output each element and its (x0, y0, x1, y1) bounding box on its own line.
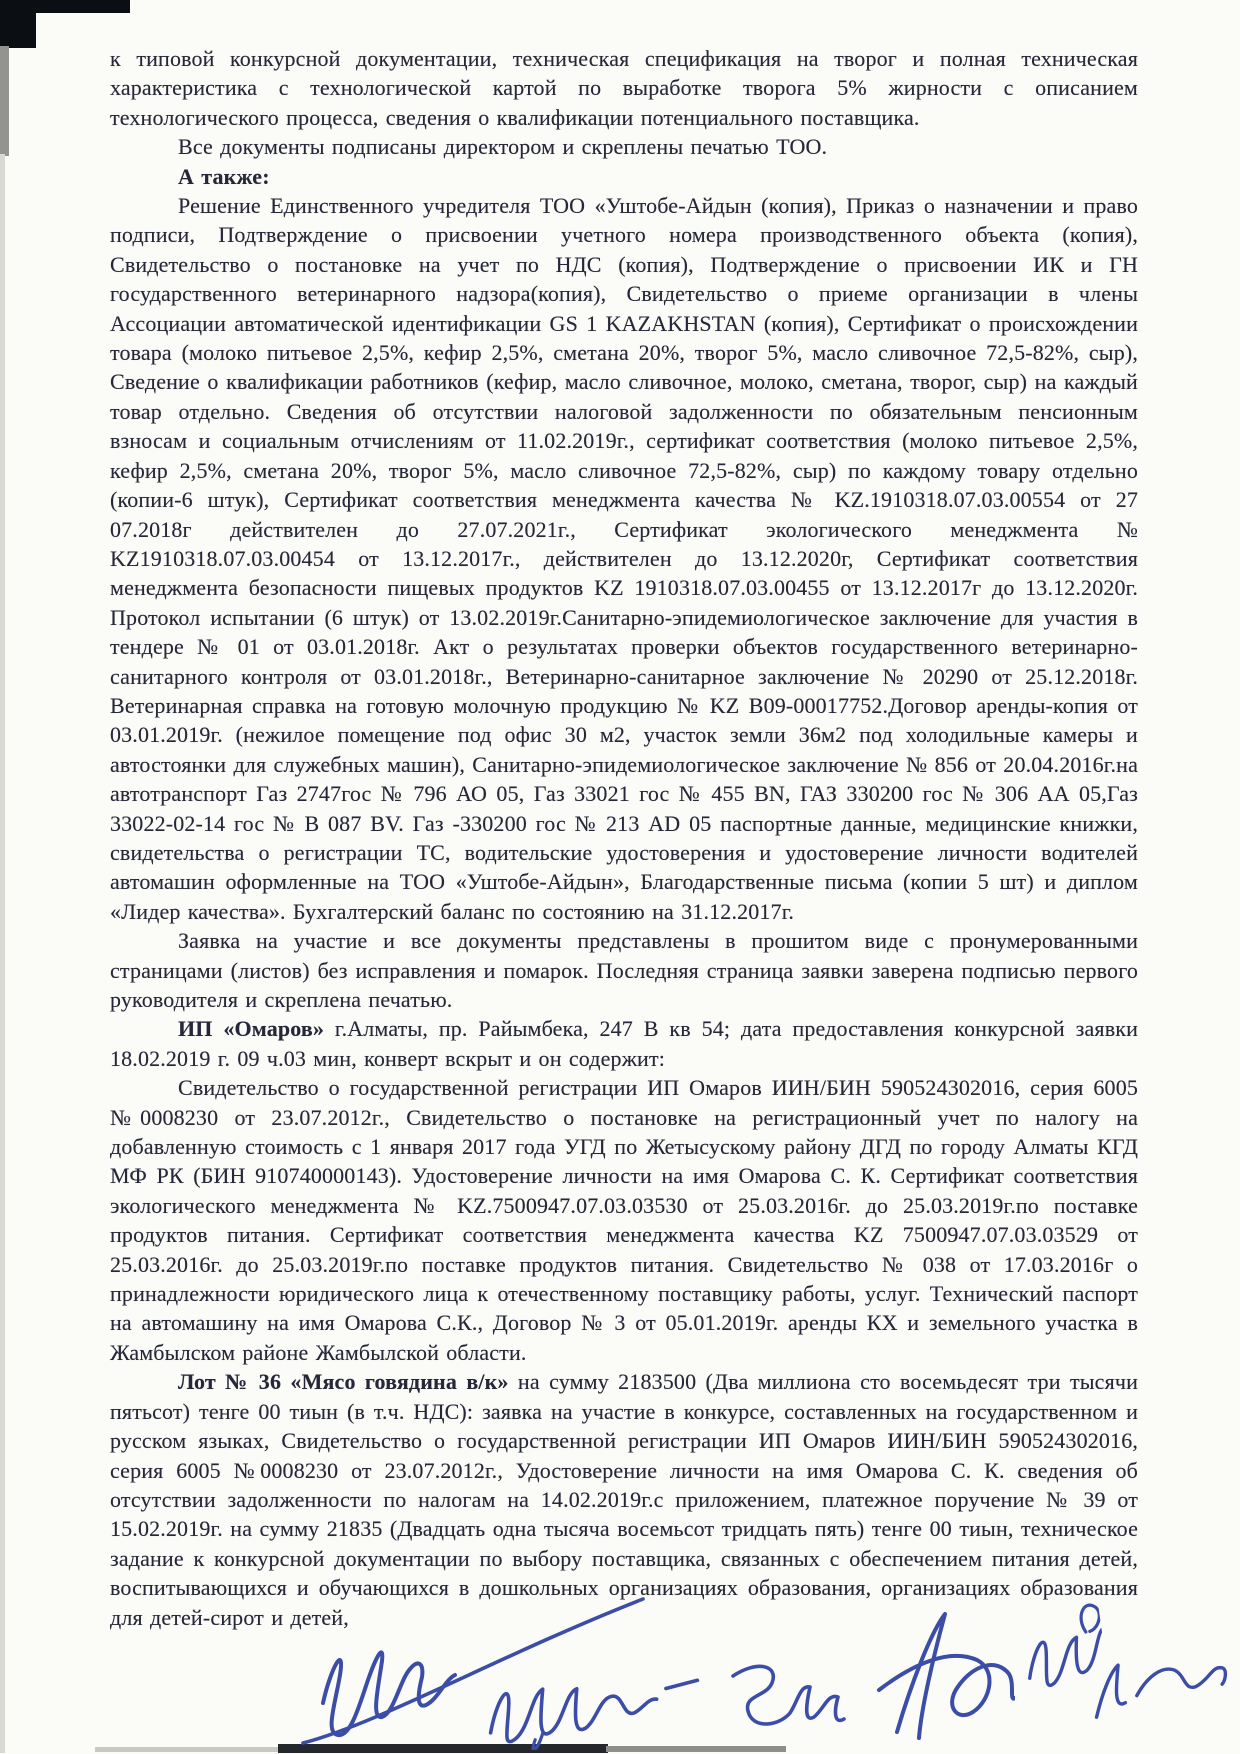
paragraph-7-text: Свидетельство о государственной регистрации ИП Омаров ИИН/БИН 590524302016, серия 6005 №0008230 от 23.07.2012г., Свидетельство о постановке на регистрационный учет по налогу на добавленную стоимость с 1 января 2017 года УГД по Жетысускому району ДГД по городу Алматы КГД МФ РК (БИН 910740000143). Удостоверение личности на имя Омарова С. К. Сертификат соответствия экологического менеджмента № KZ.7500947.07.03.03530 от 25.03.2016г. до 25.03.2019г.по поставке продуктов питания. Сертификат соответствия менеджмента качества KZ 7500947.07.03.03529 от 25.03.2016г. до 25.03.2019г.по поставке продуктов питания. Свидетельство № 038 от 17.03.2016г о принадлежности юридического лица к отечественному поставщику работы, услуг. Технический паспорт на автомашину на имя Омарова С.К., Договор № 3 от 05.01.2019г. аренды КХ и земельного участка в Жамбылском районе Жамбылской области. (110, 1075, 1138, 1365)
paragraph-4 (110, 191, 1138, 926)
paragraph-4-text: Решение Единственного учредителя ТОО «Уштобе-Айдын (копия), Приказ о назначении и право подписи, Подтверждение о присвоении учетного номера производственного объекта (копия), Свидетельство о постановке на учет по НДС (копия), Подтверждение о присвоении ИК и ГН государственного ветеринарного надзора(копия), Свидетельство о приеме организации в члены Ассоциации автоматической идентификации GS 1 KAZAKHSTAN (копия), Сертификат о происхождении товара (молоко питьевое 2,5%, кефир 2,5%, сметана 20%, творог 5%, масло сливочное 72,5-82%, сыр), Сведение о квалификации работников (кефир, масло сливочное, молоко, сметана, творог, сыр) на каждый товар отдельно. Сведения об отсутствии налоговой задолженности по обязательным пенсионным взносам и социальным отчислениям от 11.02.2019г., сертификат соответствия (молоко питьевое 2,5%, кефир 2,5%, сметана 20%, творог 5%, масло сливочное 72,5-82%, сыр) по каждому товару отдельно (копии-6 штук), Сертификат соответствия менеджмента качества № KZ.1910318.07.03.00554 от 27 07.2018г действителен до 27.07.2021г., Сертификат экологического менеджмента № KZ1910318.07.03.00454 от 13.12.2017г., действителен до 13.12.2020г, Сертификат соответствия менеджмента безопасности пищевых продуктов KZ 1910318.07.03.00455 от 13.12.2017г до 13.12.2020г. Протокол испытании (6 штук) от 13.02.2019г.Санитарно-эпидемиологическое заключение для участия в тендере № 01 от 03.01.2018г. Акт о результатах проверки объектов государственного ветеринарно-санитарного контроля от 03.01.2018г., Ветеринарно-санитарное заключение № 20290 от 25.12.2018г. Ветеринарная справка на готовую молочную продукцию № KZ B09-00017752.Договор аренды-копия от 03.01.2019г. (нежилое помещение под офис 30 м2, участок земли 36м2 под холодильные камеры и автостоянки для служебных машин), Санитарно-эпидемиологическое заключение № 856 от 20.04.2016г.на автотранспорт Газ 2747гос № 796 АО 05, Газ 33021 гос № 455 BN, ГАЗ 330200 гос № 306 АА 05,Газ 33022-02-14 гос № В 087 BV. Газ -330200 гос № 213 AD 05 паспортные данные, медицинские книжки, свидетельства о регистрации ТС, водительские удостоверения и удостоверение личности водителей автомашин оформленные на ТОО «Уштобе-Айдын», Благодарственные письма (копии 5 шт) и диплом «Лидер качества». Бухгалтерский баланс по состоянию на 31.12.2017г. (110, 193, 1138, 924)
paragraph-3 (110, 162, 1138, 191)
paragraph-7 (110, 1073, 1138, 1367)
paragraph-8-text: на сумму 2183500 (Два миллиона сто восемьдесят три тысячи пятьсот) тенге 00 тиын (в т.ч. НДС): заявка на участие в конкурсе, составленных на государственном и русском языках, Свидетельство о государственной регистрации ИП Омаров ИИН/БИН 590524302016, серия 6005 №0008230 от 23.07.2012г., Удостоверение личности на имя Омарова С. К. сведения об отсутствии задолженности по налогам на 14.02.2019г.с приложением, платежное поручение № 39 от 15.02.2019г. на сумму 21835 (Двадцать одна тысяча восемьсот тридцать пять) тенге 00 тиын, техническое задание к конкурсной документации по выбору поставщика, связанных с обеспечением питания детей, воспитывающихся и обучающихся в дошкольных организациях образования, организациях образования для детей-сирот и детей, (110, 1369, 1138, 1630)
scan-left-edge-strip (0, 46, 9, 156)
scan-corner-mark (0, 0, 130, 13)
scan-bottom-strip-mid (606, 1746, 786, 1752)
scan-bottom-strip-light (95, 1747, 280, 1752)
signature-2-icon (467, 1630, 709, 1754)
paragraph-1-text: к типовой конкурсной документации, техническая спецификация на творог и полная техническая характеристика с технологической картой по выработке творога 5% жирности с описанием технологического процесса, сведения о квалификации потенциального поставщика. (110, 46, 1138, 130)
signature-6-icon (1076, 1632, 1234, 1740)
paragraph-3-lead: А также: (178, 163, 270, 189)
paragraph-6-text: г.Алматы, пр. Райымбека, 247 В кв 54; дата предоставления конкурсной заявки 18.02.2019 г. 09 ч.03 мин, конверт вскрыт и он содержит: (110, 1016, 1138, 1071)
paragraph-5 (110, 926, 1138, 1014)
paragraph-6 (110, 1014, 1138, 1073)
paragraph-5-text: Заявка на участие и все документы представлены в прошитом виде с пронумерованными страницами (листов) без исправления и помарок. Последняя страница заявки заверена подписью первого руководителя и скреплена печатью. (110, 928, 1138, 1012)
paragraph-1 (110, 44, 1138, 132)
scan-left-edge-faint (0, 154, 5, 1753)
paragraph-8 (110, 1367, 1138, 1632)
paragraph-2-text: Все документы подписаны директором и скреплены печатью ТОО. (178, 134, 828, 160)
scan-bottom-strip-dark (278, 1744, 608, 1753)
scan-corner-mark-side (0, 0, 36, 48)
signature-3-icon (715, 1650, 850, 1745)
paragraph-8-lead: Лот № 36 «Мясо говядина в/к» (178, 1369, 509, 1395)
document-text-block (110, 44, 1138, 1632)
paragraph-6-lead: ИП «Омаров» (178, 1016, 325, 1042)
paragraph-2 (110, 132, 1138, 161)
